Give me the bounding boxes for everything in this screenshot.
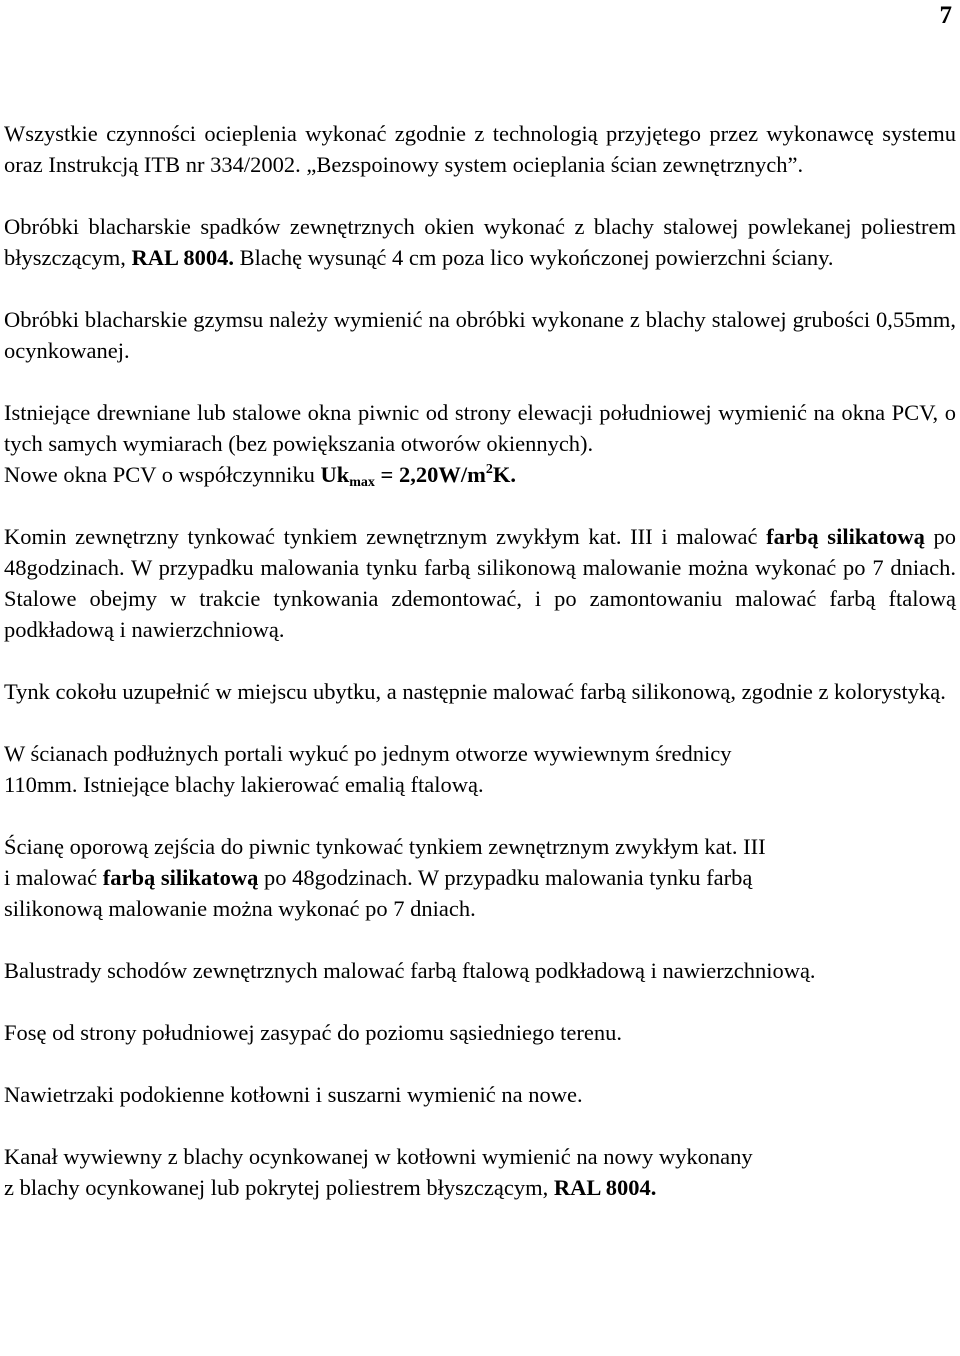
paragraph-chimney	[4, 521, 956, 645]
paragraph-basement-windows	[4, 397, 956, 490]
paragraph-moat: Fosę od strony południowej zasypać do poziomu sąsiedniego terenu.	[4, 1020, 623, 1045]
uk-superscript: 2	[485, 462, 493, 477]
paragraph-retaining-wall	[4, 831, 956, 924]
text-span: Komin zewnętrzny tynkować tynkiem zewnętrznym zwykłym kat. III i malować	[4, 524, 767, 549]
uk-value: = 2,20W/m	[374, 462, 486, 487]
bold-text: RAL 8004.	[553, 1175, 657, 1200]
text-span: Blachę wysunąć 4 cm poza lico wykończonej powierzchni ściany.	[233, 245, 834, 270]
bold-text: farbą silikatową	[766, 524, 925, 549]
text-span: z blachy ocynkowanej lub pokrytej poliestrem błyszczącym,	[4, 1175, 554, 1200]
text-span: po 48godzinach. W przypadku malowania tynku farbą silikonową malowanie można wykonać po 7 dniach. Stalowe obejmy w trakcie tynkowania zdemontować, i po zamontowaniu malować farbą ftalową podkładową i nawierzchniową.	[4, 524, 957, 642]
paragraph-exhaust-duct	[4, 1141, 956, 1203]
page-number: 7	[939, 2, 952, 29]
bold-text	[320, 462, 516, 490]
bold-text: farbą silikatową	[102, 865, 259, 890]
paragraph-cornice: Obróbki blacharskie gzymsu należy wymienić na obróbki wykonane z blachy stalowej grubości 0,55mm, ocynkowanej.	[4, 307, 956, 363]
text-span: Istniejące drewniane lub stalowe okna piwnic od strony elewacji południowej wymienić na okna PCV, o tych samych wymiarach (bez powiększania otworów okiennych).	[4, 400, 956, 456]
uk-label: Uk	[320, 462, 350, 487]
paragraph-window-sills	[4, 211, 956, 273]
text-line: silikonową malowanie można wykonać po 7 dniach.	[4, 896, 476, 921]
text-line: Ścianę oporową zejścia do piwnic tynkować tynkiem zewnętrznym zwykłym kat. III	[4, 834, 766, 859]
text-line: W ścianach podłużnych portali wykuć po jednym otworze wywiewnym średnicy	[4, 741, 732, 766]
paragraph-vents: Nawietrzaki podokienne kotłowni i suszarni wymienić na nowe.	[4, 1082, 583, 1107]
paragraph-plinth: Tynk cokołu uzupełnić w miejscu ubytku, a następnie malować farbą silikonową, zgodnie z kolorystyką.	[4, 679, 946, 704]
text-line: 110mm. Istniejące blachy lakierować emalią ftalową.	[4, 772, 484, 797]
text-span: po 48godzinach. W przypadku malowania tynku farbą	[258, 865, 753, 890]
paragraph-balustrades: Balustrady schodów zewnętrznych malować farbą ftalową podkładową i nawierzchniową.	[4, 958, 816, 983]
bold-text: RAL 8004.	[131, 245, 234, 270]
document-body	[4, 118, 956, 1203]
uk-unit: K.	[492, 462, 516, 487]
paragraph-portals	[4, 738, 956, 800]
paragraph-insulation: Wszystkie czynności ocieplenia wykonać zgodnie z technologią przyjętego przez wykonawcę systemu oraz Instrukcją ITB nr 334/2002. „Bezspoinowy system ocieplania ścian zewnętrznych”.	[4, 121, 956, 177]
text-span: i malować	[4, 865, 103, 890]
text-span: Obróbki blacharskie spadków zewnętrznych okien wykonać z blachy stalowej powlekanej poliestrem błyszczącym,	[4, 214, 956, 270]
uk-subscript: max	[349, 475, 375, 490]
text-line: Kanał wywiewny z blachy ocynkowanej w kotłowni wymienić na nowy wykonany	[4, 1144, 753, 1169]
text-span: Nowe okna PCV o współczynniku	[4, 462, 321, 487]
